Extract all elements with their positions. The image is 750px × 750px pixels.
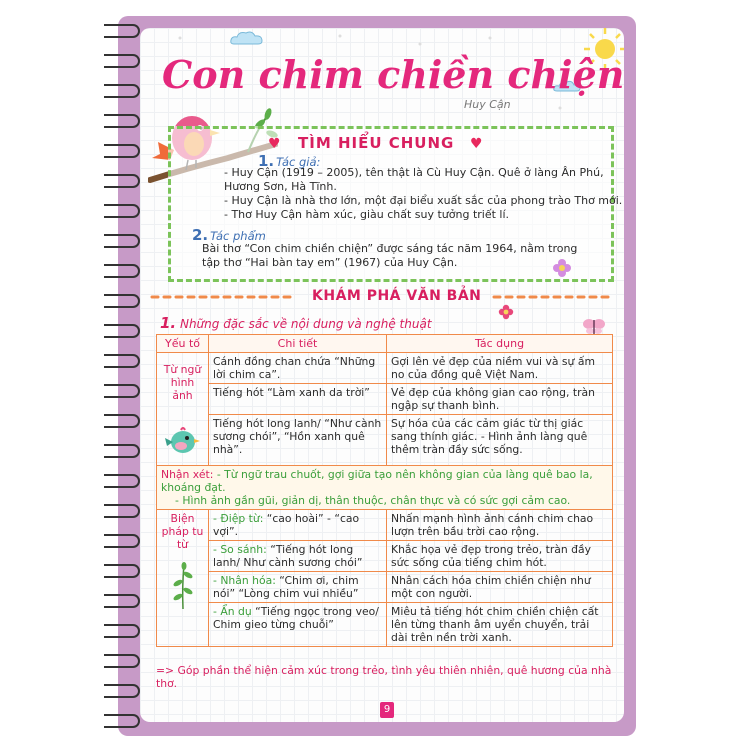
conclusion-text: => Góp phần thể hiện cảm xúc trong trẻo, tình yêu thiên nhiên, quê hương của nhà thơ. [156, 664, 612, 690]
table-header-row [157, 335, 613, 353]
device-cell [209, 541, 387, 572]
table-row [157, 353, 613, 384]
detail-cell: Tiếng hót long lanh/ “Như cành sương chói”, “Hồn xanh quê nhà”. [209, 415, 387, 466]
effect-cell: Sự hóa của các cảm giác từ thị giác sang thính giác. - Hình ảnh làng quê thêm tràn đầy sức sống. [387, 415, 613, 466]
spiral-ring [104, 24, 140, 38]
column-header: Yếu tố [157, 335, 209, 353]
cloud-icon [228, 28, 268, 48]
table-row [157, 510, 613, 541]
spiral-ring [104, 354, 140, 368]
author-line: - Huy Cận là nhà thơ lớn, một đại biểu xuất sắc của phong trào Thơ mới. [224, 194, 623, 207]
group-label-cell [157, 510, 209, 647]
group-label: Từ ngữ hình ảnh [163, 363, 202, 402]
author-name: Huy Cận [464, 98, 511, 111]
author-line: Hương Sơn, Hà Tĩnh. [224, 180, 337, 193]
device-quote: “Tiếng hót long lanh/ Như cành sương chói” [213, 543, 363, 569]
page-number: 9 [380, 702, 394, 718]
spiral-ring [104, 474, 140, 488]
device-name: - So sánh: [213, 543, 267, 556]
work-subheading-label: Tác phẩm [210, 229, 266, 243]
note-cell [157, 466, 613, 510]
group-label: Biện pháp tu từ [161, 512, 204, 551]
table-row [157, 572, 613, 603]
spiral-ring [104, 594, 140, 608]
author-subheading-label: Tác giả: [276, 155, 321, 169]
work-subheading-number: 2. [192, 226, 209, 244]
effect-cell: Khắc họa vẻ đẹp trong trẻo, tràn đầy sức sống của tiếng chim hót. [387, 541, 613, 572]
spiral-ring [104, 414, 140, 428]
spiral-ring [104, 324, 140, 338]
spiral-ring [104, 294, 140, 308]
note-label: Nhận xét: [161, 468, 214, 481]
butterfly-icon [582, 316, 606, 336]
heart-icon: ♥ [470, 136, 483, 152]
device-name: - Ẩn dụ [213, 605, 252, 618]
effect-cell: Nhấn mạnh hình ảnh cánh chim chao lượn trên bầu trời cao rộng. [387, 510, 613, 541]
spiral-ring [104, 234, 140, 248]
general-heading: TÌM HIỂU CHUNG [298, 134, 455, 152]
group-label-cell [157, 353, 209, 466]
leaf-branch-icon [168, 561, 198, 611]
explore-heading: KHÁM PHÁ VĂN BẢN [312, 288, 482, 304]
effect-cell: Vẻ đẹp của không gian cao rộng, tràn ngập sự thanh bình. [387, 384, 613, 415]
heart-icon: ♥ [268, 136, 281, 152]
detail-cell: Cánh đồng chan chứa “Những lời chim ca”. [209, 353, 387, 384]
table-row [157, 541, 613, 572]
device-name: - Điệp từ: [213, 512, 264, 525]
section-title: Những đặc sắc về nội dung và nghệ thuật [179, 317, 432, 331]
device-quote: “cao hoài” - “cao vợi”. [213, 512, 360, 538]
device-cell [209, 572, 387, 603]
spiral-ring [104, 114, 140, 128]
spiral-ring [104, 564, 140, 578]
device-name: - Nhân hóa: [213, 574, 276, 587]
spiral-ring [104, 54, 140, 68]
flower-icon [552, 258, 572, 278]
author-line: - Thơ Huy Cận hàm xúc, giàu chất suy tưởng triết lí. [224, 208, 510, 221]
spiral-ring [104, 504, 140, 518]
effect-cell: Miêu tả tiếng hót chim chiền chiện cất lên từng thanh âm uyển chuyển, trải dài trên nền trời xanh. [387, 603, 613, 647]
analysis-table [156, 334, 613, 647]
spiral-ring [104, 714, 140, 728]
spiral-ring [104, 84, 140, 98]
spiral-ring [104, 204, 140, 218]
spiral-ring [104, 384, 140, 398]
spiral-ring [104, 624, 140, 638]
section-number: 1. [160, 314, 177, 332]
spiral-binding [104, 10, 144, 740]
spiral-ring [104, 654, 140, 668]
note-row [157, 466, 613, 510]
flower-icon [498, 304, 514, 320]
section-heading [160, 314, 432, 332]
note-line: - Từ ngữ trau chuốt, gợi giữa tạo nên không gian của làng quê bao la, khoáng đạt. [161, 468, 593, 494]
effect-cell: Gợi lên vẻ đẹp của niềm vui và sự ấm no của đồng quê Việt Nam. [387, 353, 613, 384]
column-header: Tác dụng [387, 335, 613, 353]
table-row [157, 415, 613, 466]
author-line: - Huy Cận (1919 – 2005), tên thật là Cù Huy Cận. Quê ở làng Ân Phú, [224, 166, 604, 179]
device-cell [209, 603, 387, 647]
column-header: Chi tiết [209, 335, 387, 353]
work-line: Bài thơ “Con chim chiền chiện” được sáng tác năm 1964, nằm trong [202, 242, 578, 255]
effect-cell: Nhân cách hóa chim chiền chiện như một con người. [387, 572, 613, 603]
spiral-ring [104, 444, 140, 458]
table-row [157, 603, 613, 647]
spiral-ring [104, 534, 140, 548]
notebook-page [140, 28, 624, 722]
author-subheading-number: 1. [258, 152, 275, 170]
device-quote: “Chim ơi, chim nói” “Lòng chim vui nhiều” [213, 574, 359, 600]
spiral-ring [104, 174, 140, 188]
note-line: - Hình ảnh gần gũi, giản dị, thân thuộc, chân thực và có sức gợi cảm cao. [175, 494, 571, 507]
device-quote: “Tiếng ngọc trong veo/ Chim gieo từng chuỗi” [213, 605, 379, 631]
spiral-ring [104, 684, 140, 698]
bird-icon [163, 420, 203, 460]
detail-cell: Tiếng hót “Làm xanh da trời” [209, 384, 387, 415]
device-cell [209, 510, 387, 541]
spiral-ring [104, 264, 140, 278]
table-row [157, 384, 613, 415]
spiral-ring [104, 144, 140, 158]
work-line: tập thơ “Hai bàn tay em” (1967) của Huy Cận. [202, 256, 458, 269]
page-title: Con chim chiền chiện [162, 52, 624, 97]
